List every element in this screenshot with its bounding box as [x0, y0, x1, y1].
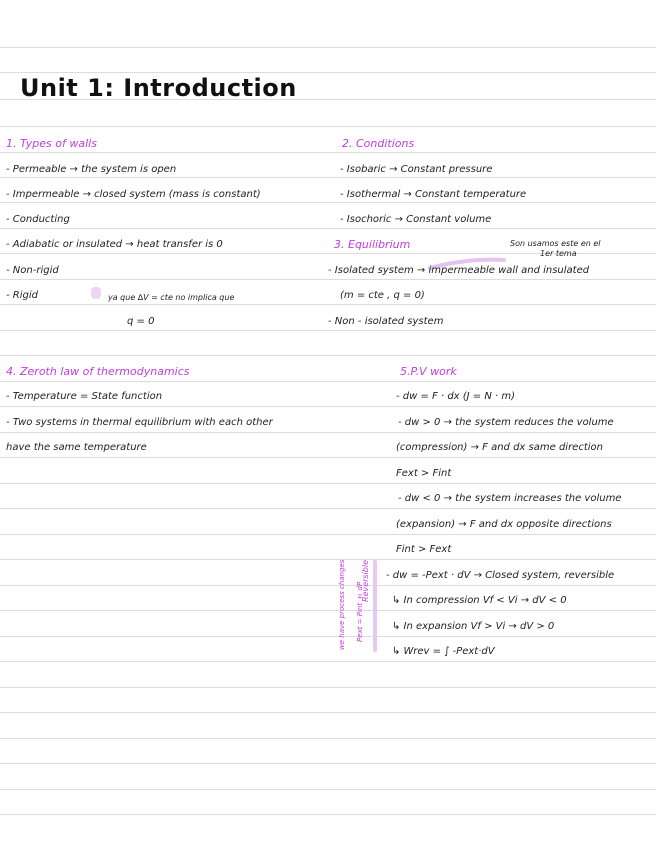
pv-work-item: Fext > Fint: [396, 468, 452, 479]
zeroth-item: - Temperature = State function: [6, 391, 163, 402]
pv-work-item: (compression) → F and dx same direction: [396, 442, 603, 453]
pv-work-item: (expansion) → F and dx opposite directions: [396, 519, 612, 530]
page-title: Unit 1: Introduction: [20, 74, 297, 102]
pv-work-item: ↳ In expansion Vf > Vi → dV > 0: [392, 621, 555, 632]
conditions-item: - Isothermal → Constant temperature: [340, 189, 527, 200]
highlight-mark: [91, 287, 101, 299]
walls-item: - Non-rigid: [6, 265, 59, 276]
zeroth-item: have the same temperature: [6, 442, 147, 453]
walls-item: - Permeable → the system is open: [6, 164, 177, 175]
equilibrium-item: - Isolated system → impermeable wall and insulated: [328, 265, 590, 276]
zeroth-item: - Two systems in thermal equilibrium with each other: [6, 417, 273, 428]
rigid-note-2: q = 0: [127, 316, 155, 327]
pv-work-item: Fint > Fext: [396, 544, 452, 555]
equilibrium-item: (m = cte , q = 0): [340, 290, 425, 301]
conditions-item: - Isochoric → Constant volume: [340, 214, 492, 225]
rigid-note: ya que ∆V = cte no implica que: [108, 293, 235, 302]
pv-work-item: - dw = -Pext · dV → Closed system, reversible: [386, 570, 615, 581]
pv-work-item: ↳ In compression Vf < Vi → dV < 0: [392, 595, 567, 606]
conditions-item: - Isobaric → Constant pressure: [340, 164, 493, 175]
walls-item: - Conducting: [6, 214, 70, 225]
vertical-note: [338, 555, 354, 650]
zeroth-heading: 4. Zeroth law of thermodynamics: [6, 365, 190, 378]
vertical-note-line: we have process changes: [338, 559, 346, 650]
pv-work-item: - dw = F · dx (J = N · m): [396, 391, 516, 402]
pv-work-item: - dw < 0 → the system increases the volume: [398, 493, 622, 504]
equilibrium-side-note: Son usamos este en el: [510, 239, 601, 248]
equilibrium-heading: 3. Equilibrium: [334, 238, 411, 251]
walls-heading: 1. Types of walls: [6, 137, 97, 150]
walls-item: - Rigid: [6, 290, 38, 301]
pv-work-heading: 5.P.V work: [400, 365, 457, 378]
pv-work-item: - dw > 0 → the system reduces the volume: [398, 417, 614, 428]
vertical-note-line: Pext = Pint ± dP: [356, 581, 364, 642]
walls-item: - Adiabatic or insulated → heat transfer is 0: [6, 239, 223, 250]
walls-item: - Impermeable → closed system (mass is constant): [6, 189, 261, 200]
vertical-note-reversible: Reversible: [361, 560, 370, 603]
conditions-heading: 2. Conditions: [342, 137, 415, 150]
highlight-bar: [373, 560, 377, 652]
equilibrium-side-note-2: 1er tema: [540, 249, 577, 258]
equilibrium-item: - Non - isolated system: [328, 316, 444, 327]
pv-work-item: ↳ Wrev = ∫ -Pext·dV: [392, 646, 495, 657]
